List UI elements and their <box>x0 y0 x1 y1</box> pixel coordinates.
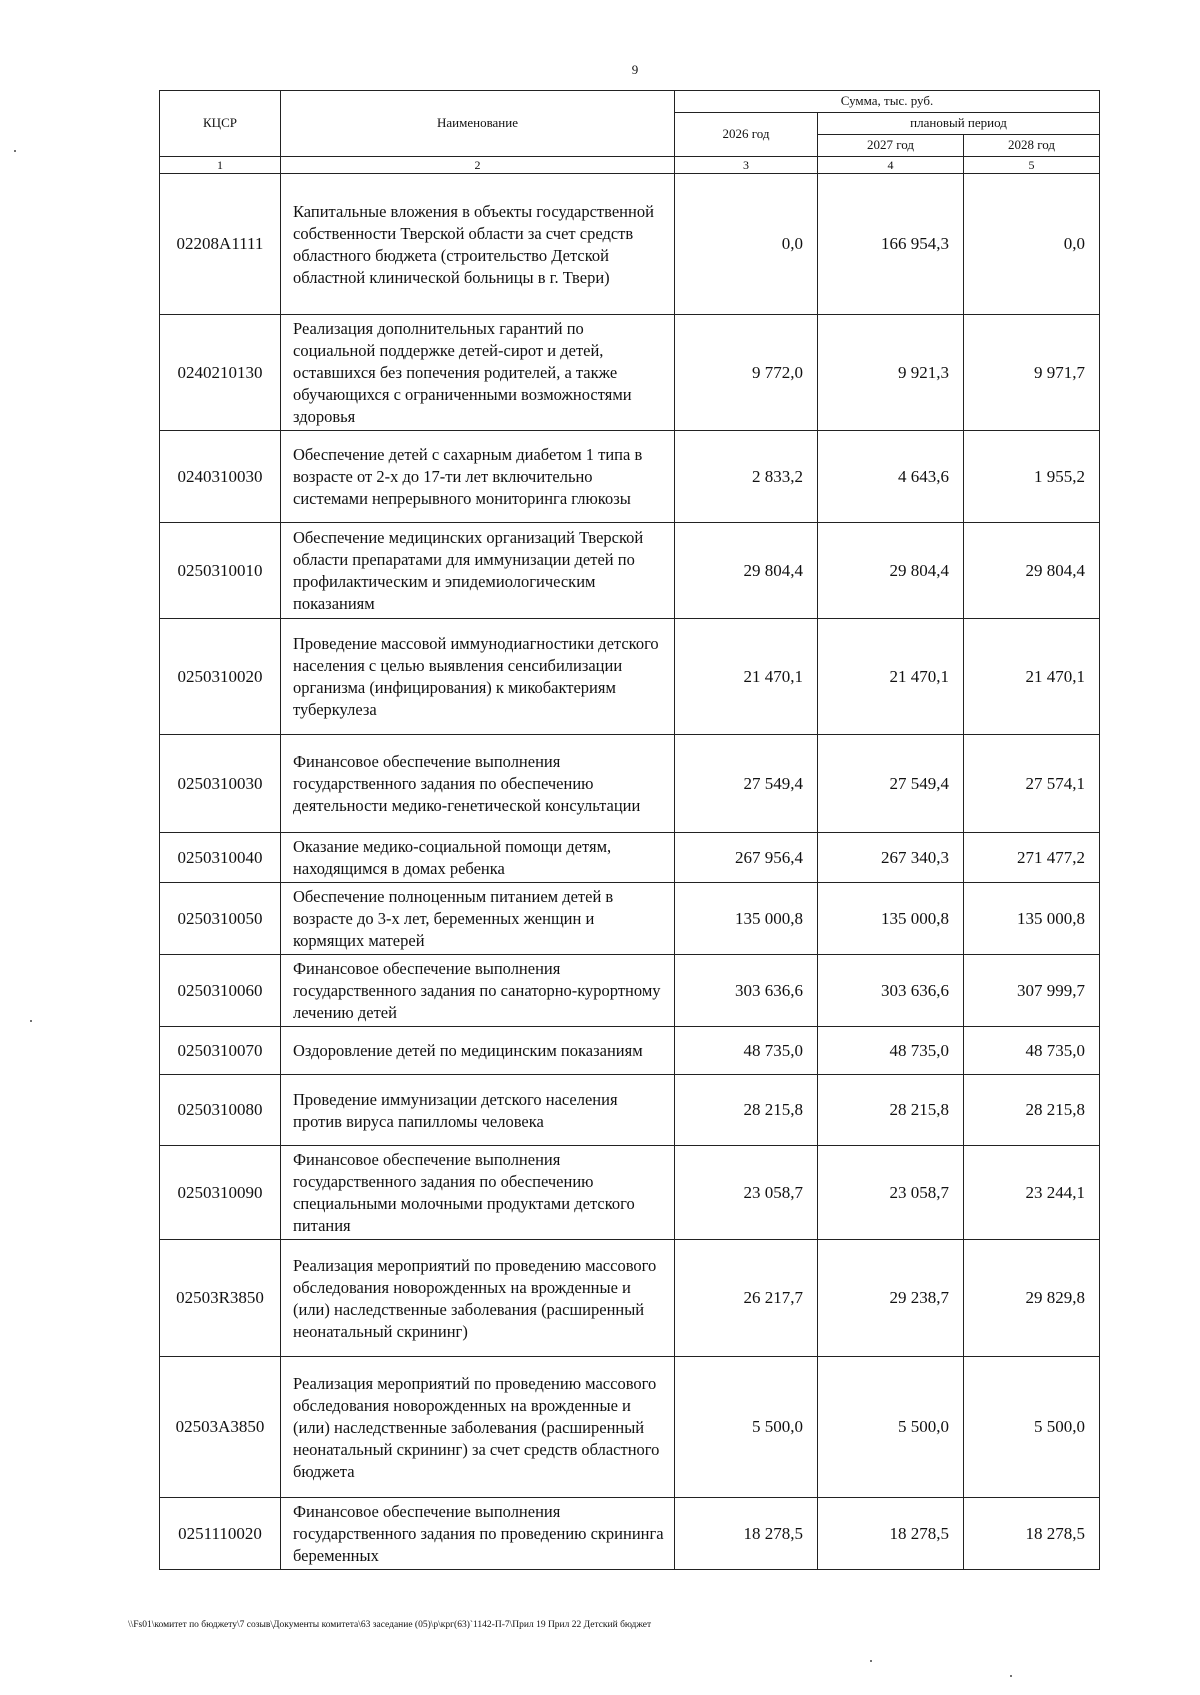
amount-2026-cell: 48 735,0 <box>675 1027 818 1075</box>
column-index: 5 <box>964 157 1100 174</box>
amount-2028-cell: 23 244,1 <box>964 1146 1100 1240</box>
name-cell: Финансовое обеспечение выполнения государственного задания по санаторно-курортному лечению детей <box>281 955 675 1027</box>
header-year-2028: 2028 год <box>964 135 1100 157</box>
name-cell: Обеспечение медицинских организаций Тверской области препаратами для иммунизации детей по профилактическим и эпидемиологическим показаниям <box>281 523 675 619</box>
kcsr-code-cell: 02503R3850 <box>160 1240 281 1357</box>
table-row <box>160 619 1100 735</box>
table-row <box>160 431 1100 523</box>
kcsr-code-cell: 0250310010 <box>160 523 281 619</box>
amount-2026-cell: 21 470,1 <box>675 619 818 735</box>
amount-2027-cell: 23 058,7 <box>818 1146 964 1240</box>
header-name: Наименование <box>281 91 675 157</box>
amount-2026-cell: 135 000,8 <box>675 883 818 955</box>
amount-2028-cell: 21 470,1 <box>964 619 1100 735</box>
page-number: 9 <box>631 62 639 77</box>
name-cell: Оказание медико-социальной помощи детям, находящимся в домах ребенка <box>281 833 675 883</box>
amount-2027-cell: 21 470,1 <box>818 619 964 735</box>
amount-2028-cell: 307 999,7 <box>964 955 1100 1027</box>
column-index: 3 <box>675 157 818 174</box>
amount-2027-cell: 303 636,6 <box>818 955 964 1027</box>
amount-2026-cell: 28 215,8 <box>675 1075 818 1146</box>
name-cell: Обеспечение полноценным питанием детей в возрасте до 3-х лет, беременных женщин и кормящих матерей <box>281 883 675 955</box>
kcsr-code-cell: 0250310060 <box>160 955 281 1027</box>
amount-2028-cell: 135 000,8 <box>964 883 1100 955</box>
amount-2026-cell: 267 956,4 <box>675 833 818 883</box>
amount-2027-cell: 29 238,7 <box>818 1240 964 1357</box>
kcsr-code-cell: 0250310040 <box>160 833 281 883</box>
amount-2027-cell: 166 954,3 <box>818 174 964 315</box>
name-cell: Финансовое обеспечение выполнения государственного задания по обеспечению деятельности медико-генетической консультации <box>281 735 675 833</box>
table-row <box>160 735 1100 833</box>
header-year-2027: 2027 год <box>818 135 964 157</box>
name-cell: Проведение массовой иммунодиагностики детского населения с целью выявления сенсибилизации организма (инфицирования) к микобактериям туберкулеза <box>281 619 675 735</box>
amount-2026-cell: 9 772,0 <box>675 315 818 431</box>
table-row <box>160 1498 1100 1570</box>
amount-2027-cell: 18 278,5 <box>818 1498 964 1570</box>
amount-2026-cell: 29 804,4 <box>675 523 818 619</box>
amount-2026-cell: 5 500,0 <box>675 1357 818 1498</box>
amount-2027-cell: 135 000,8 <box>818 883 964 955</box>
kcsr-code-cell: 0251110020 <box>160 1498 281 1570</box>
amount-2028-cell: 18 278,5 <box>964 1498 1100 1570</box>
table-row <box>160 1146 1100 1240</box>
file-path-footer: \\Fs01\комитет по бюджету\7 созыв\Документы комитета\63 заседание (05)\р\крг(63)`1142-П-7\Прил 19 Прил 22 Детский бюджет <box>128 1620 652 1630</box>
amount-2027-cell: 27 549,4 <box>818 735 964 833</box>
table-row <box>160 1240 1100 1357</box>
amount-2027-cell: 9 921,3 <box>818 315 964 431</box>
table-row <box>160 523 1100 619</box>
name-cell: Реализация мероприятий по проведению массового обследования новорожденных на врожденные и (или) наследственные заболевания (расширенный неонатальный скрининг) за счет средств областного бюджета <box>281 1357 675 1498</box>
name-cell: Капитальные вложения в объекты государственной собственности Тверской области за счет средств областного бюджета (строительство Детской областной клинической больницы в г. Твери) <box>281 174 675 315</box>
amount-2026-cell: 2 833,2 <box>675 431 818 523</box>
amount-2028-cell: 9 971,7 <box>964 315 1100 431</box>
scan-speck <box>870 1660 872 1662</box>
kcsr-code-cell: 0250310020 <box>160 619 281 735</box>
amount-2028-cell: 48 735,0 <box>964 1027 1100 1075</box>
amount-2028-cell: 1 955,2 <box>964 431 1100 523</box>
kcsr-code-cell: 0250310050 <box>160 883 281 955</box>
name-cell: Финансовое обеспечение выполнения государственного задания по обеспечению специальными молочными продуктами детского питания <box>281 1146 675 1240</box>
table-row <box>160 1027 1100 1075</box>
header-planning-period: плановый период <box>818 113 1100 135</box>
name-cell: Оздоровление детей по медицинским показаниям <box>281 1027 675 1075</box>
amount-2027-cell: 267 340,3 <box>818 833 964 883</box>
table-row <box>160 1075 1100 1146</box>
amount-2027-cell: 29 804,4 <box>818 523 964 619</box>
amount-2027-cell: 5 500,0 <box>818 1357 964 1498</box>
name-cell: Финансовое обеспечение выполнения государственного задания по проведению скрининга беременных <box>281 1498 675 1570</box>
name-cell: Обеспечение детей с сахарным диабетом 1 типа в возрасте от 2-х до 17-ти лет включительно системами непрерывного мониторинга глюкозы <box>281 431 675 523</box>
amount-2028-cell: 29 829,8 <box>964 1240 1100 1357</box>
kcsr-code-cell: 0250310030 <box>160 735 281 833</box>
column-index: 4 <box>818 157 964 174</box>
amount-2026-cell: 27 549,4 <box>675 735 818 833</box>
scan-speck <box>30 1020 32 1022</box>
amount-2026-cell: 23 058,7 <box>675 1146 818 1240</box>
kcsr-code-cell: 0250310080 <box>160 1075 281 1146</box>
amount-2027-cell: 48 735,0 <box>818 1027 964 1075</box>
kcsr-code-cell: 0240310030 <box>160 431 281 523</box>
table-body <box>160 174 1100 1570</box>
scan-speck <box>1010 1675 1012 1677</box>
amount-2026-cell: 303 636,6 <box>675 955 818 1027</box>
amount-2028-cell: 271 477,2 <box>964 833 1100 883</box>
kcsr-code-cell: 0240210130 <box>160 315 281 431</box>
table-row <box>160 883 1100 955</box>
budget-table <box>159 90 1100 1570</box>
table-row <box>160 833 1100 883</box>
amount-2026-cell: 0,0 <box>675 174 818 315</box>
amount-2028-cell: 0,0 <box>964 174 1100 315</box>
amount-2026-cell: 26 217,7 <box>675 1240 818 1357</box>
name-cell: Реализация дополнительных гарантий по социальной поддержке детей-сирот и детей, оставшихся без попечения родителей, а также обучающихся с ограниченными возможностями здоровья <box>281 315 675 431</box>
table-row <box>160 315 1100 431</box>
amount-2028-cell: 29 804,4 <box>964 523 1100 619</box>
kcsr-code-cell: 0250310090 <box>160 1146 281 1240</box>
table-row <box>160 955 1100 1027</box>
table-header <box>160 91 1100 174</box>
amount-2027-cell: 4 643,6 <box>818 431 964 523</box>
kcsr-code-cell: 0250310070 <box>160 1027 281 1075</box>
name-cell: Проведение иммунизации детского населения против вируса папилломы человека <box>281 1075 675 1146</box>
column-index: 1 <box>160 157 281 174</box>
amount-2028-cell: 27 574,1 <box>964 735 1100 833</box>
header-sum: Сумма, тыс. руб. <box>675 91 1100 113</box>
kcsr-code-cell: 02208A1111 <box>160 174 281 315</box>
amount-2028-cell: 28 215,8 <box>964 1075 1100 1146</box>
name-cell: Реализация мероприятий по проведению массового обследования новорожденных на врожденные и (или) наследственные заболевания (расширенный неонатальный скрининг) <box>281 1240 675 1357</box>
table-row <box>160 1357 1100 1498</box>
kcsr-code-cell: 02503A3850 <box>160 1357 281 1498</box>
amount-2028-cell: 5 500,0 <box>964 1357 1100 1498</box>
scan-speck <box>14 150 16 152</box>
header-kcsr: КЦСР <box>160 91 281 157</box>
header-year-2026: 2026 год <box>675 113 818 157</box>
table-row <box>160 174 1100 315</box>
amount-2027-cell: 28 215,8 <box>818 1075 964 1146</box>
column-index: 2 <box>281 157 675 174</box>
amount-2026-cell: 18 278,5 <box>675 1498 818 1570</box>
